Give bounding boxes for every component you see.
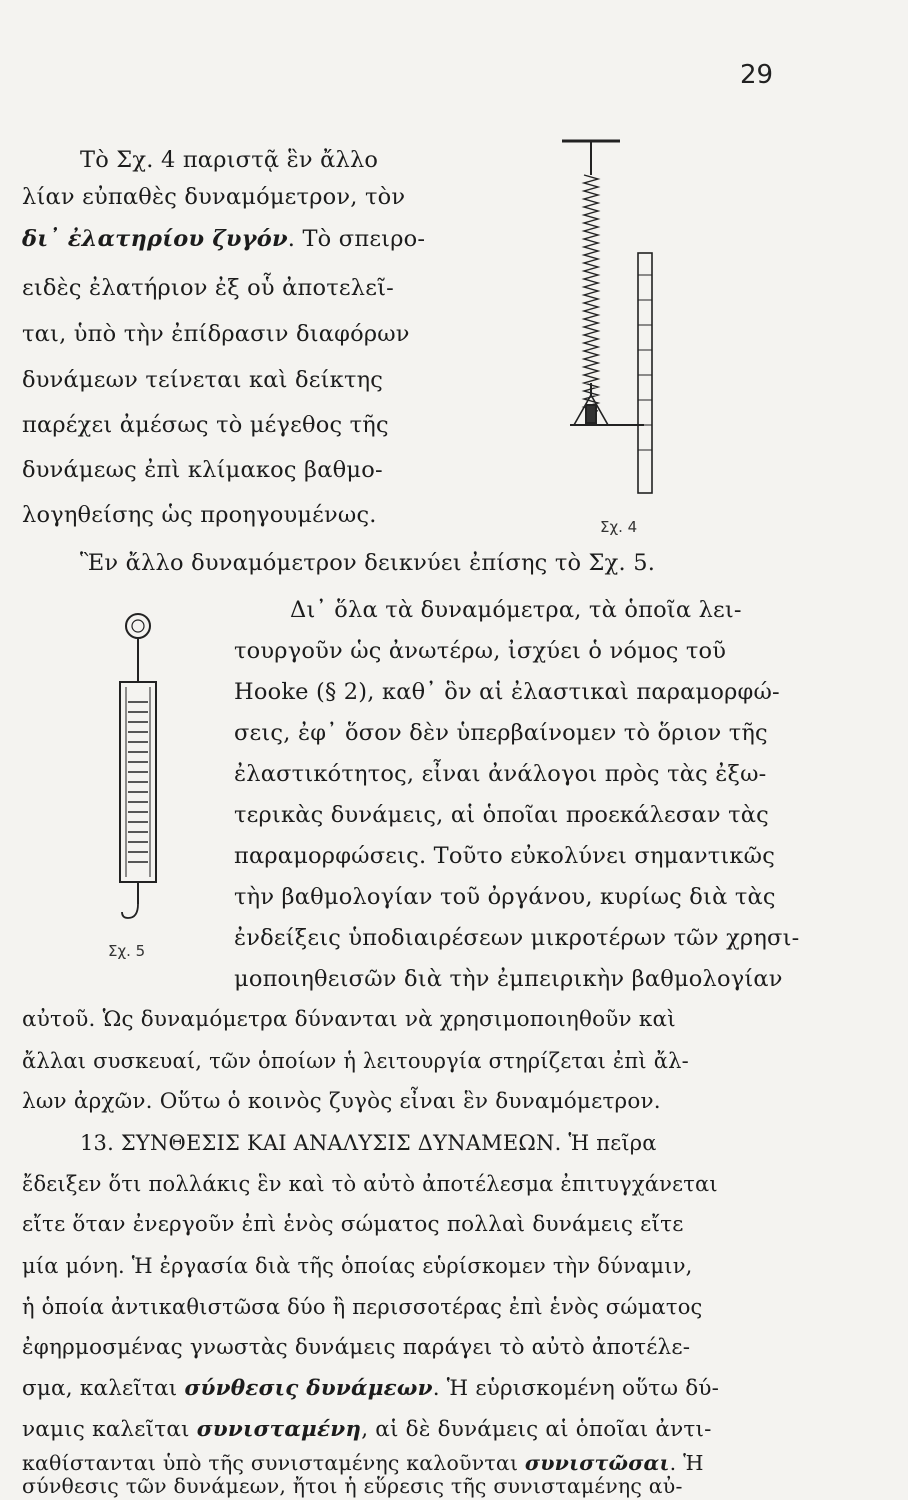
text-line-20: μοποιηθεισῶν διὰ τὴν ἐμπειρικὴν βαθμολογίαν — [234, 966, 783, 992]
text-line-25: ἔδειξεν ὅτι πολλάκις ἓν καὶ τὸ αὐτὸ ἀποτέλεσμα ἐπιτυγχάνεται — [22, 1172, 718, 1196]
figure-5-dynamometer-illustration — [108, 612, 168, 932]
text-line-3: δι᾽ ἐλατηρίου ζυγόν. Τὸ σπειρο- — [22, 226, 426, 252]
text-line-18: τὴν βαθμολογίαν τοῦ ὀργάνου, κυρίως διὰ τὰς — [234, 884, 776, 910]
text-line-19: ἐνδείξεις ὑποδιαιρέσεων μικροτέρων τῶν χρησι- — [234, 925, 800, 951]
text-line-7: παρέχει ἀμέσως τὸ μέγεθος τῆς — [22, 412, 389, 438]
text-line-23: λων ἀρχῶν. Οὕτω ὁ κοινὸς ζυγὸς εἶναι ἓν δυναμόμετρον. — [22, 1089, 661, 1114]
text-line-9: λογηθείσης ὡς προηγουμένως. — [22, 502, 377, 528]
figure-4-spring-balance-illustration — [560, 135, 670, 515]
text-line-15: ἐλαστικότητος, εἶναι ἀνάλογοι πρὸς τὰς ἐξω- — [234, 761, 767, 787]
text-line-12: τουργοῦν ὡς ἀνωτέρω, ἰσχύει ὁ νόμος τοῦ — [234, 638, 727, 664]
figure-5-caption: Σχ. 5 — [108, 942, 146, 960]
page-number: 29 — [740, 60, 774, 90]
text-line-17: παραμορφώσεις. Τοῦτο εὐκολύνει σημαντικῶς — [234, 843, 776, 869]
text-line-28: ἡ ὁποία ἀντικαθιστῶσα δύο ἢ περισσοτέρας ἐπὶ ἑνὸς σώματος — [22, 1295, 703, 1319]
term-synthesis-of-forces: σύνθεσις δυνάμεων — [184, 1376, 433, 1401]
text-line-16: τερικὰς δυνάμεις, αἱ ὁποῖαι προεκάλεσαν τὰς — [234, 802, 769, 828]
figure-4-caption: Σχ. 4 — [600, 518, 638, 536]
text-line-5: ται, ὑπὸ τὴν ἐπίδρασιν διαφόρων — [22, 321, 410, 347]
text-line-2: λίαν εὐπαθὲς δυναμόμετρον, τὸν — [22, 184, 406, 210]
text-line-13: Hooke (§ 2), καθ᾽ ὃν αἱ ἐλαστικαὶ παραμορφώ- — [234, 679, 780, 705]
text-line-33: σύνθεσις τῶν δυνάμεων, ἤτοι ἡ εὕρεσις τῆς συνισταμένης αὐ- — [22, 1474, 683, 1498]
text-line-29: ἐφηρμοσμένας γνωστὰς δυνάμεις παράγει τὸ αὐτὸ ἀποτέλε- — [22, 1335, 691, 1360]
term-components: συνιστῶσαι — [524, 1451, 670, 1475]
text-line-4: ειδὲς ἐλατήριον ἐξ οὗ ἀποτελεῖ- — [22, 275, 394, 301]
text-line-32: καθίστανται ὑπὸ τῆς συνισταμένης καλοῦνται συνιστῶσαι. Ἡ — [22, 1451, 704, 1475]
text-line-8: δυνάμεως ἐπὶ κλίμακος βαθμο- — [22, 457, 383, 483]
text-line-21: αὐτοῦ. Ὡς δυναμόμετρα δύνανται νὰ χρησιμοποιηθοῦν καὶ — [22, 1007, 676, 1032]
text-line-11: Δι᾽ ὅλα τὰ δυναμόμετρα, τὰ ὁποῖα λει- — [290, 597, 742, 623]
text-line-14: σεις, ἐφ᾽ ὅσον δὲν ὑπερβαίνομεν τὸ ὅριον τῆς — [234, 720, 768, 746]
text-line-6: δυνάμεων τείνεται καὶ δείκτης — [22, 367, 384, 393]
text-line-30: σμα, καλεῖται σύνθεσις δυνάμεων. Ἡ εὑρισκομένη οὕτω δύ- — [22, 1376, 720, 1401]
text-line-27: μία μόνη. Ἡ ἐργασία διὰ τῆς ὁποίας εὑρίσκομεν τὴν δύναμιν, — [22, 1254, 693, 1278]
section-heading-13: 13. ΣΥΝΘΕΣΙΣ ΚΑΙ ΑΝΑΛΥΣΙΣ ΔΥΝΑΜΕΩΝ. Ἡ πεῖρα — [80, 1131, 657, 1155]
text-line-26: εἴτε ὅταν ἐνεργοῦν ἐπὶ ἑνὸς σώματος πολλαὶ δυνάμεις εἴτε — [22, 1212, 684, 1237]
text-line-22: ἄλλαι συσκευαί, τῶν ὁποίων ἡ λειτουργία στηρίζεται ἐπὶ ἄλ- — [22, 1049, 689, 1073]
text-line-1: Τὸ Σχ. 4 παριστᾷ ἓν ἄλλο — [80, 147, 379, 173]
text-line-10: Ἓν ἄλλο δυναμόμετρον δεικνύει ἐπίσης τὸ Σχ. 5. — [80, 550, 656, 576]
text-line-31: ναμις καλεῖται συνισταμένη, αἱ δὲ δυνάμεις αἱ ὁποῖαι ἀντι- — [22, 1417, 712, 1442]
term-resultant: συνισταμένη — [196, 1417, 362, 1442]
